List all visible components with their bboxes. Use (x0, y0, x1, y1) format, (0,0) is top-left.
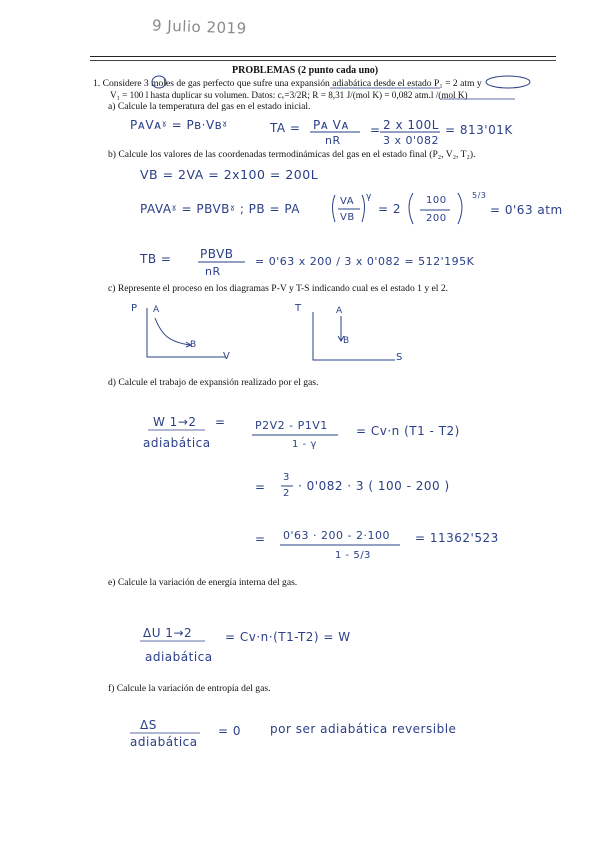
circle-mark-moles (152, 76, 166, 88)
answer-a-eq-sign: = (370, 123, 381, 137)
ts-axis-s: S (396, 352, 403, 363)
answer-e-adiabatic-label: adiabática (145, 650, 213, 664)
pv-axis-v: V (223, 351, 231, 362)
ts-axis-t: T (295, 303, 302, 314)
statement-line-2: V₁ = 100 l hasta duplicar su volumen. Datos: cᵥ=3/2R; R = 8,31 J/(mol K) = 0,082 atm.l /(mol K) (110, 90, 468, 100)
statement-line-1: 1. Considere 3 moles de gas perfecto que sufre una expansión adiabática desde el estado P₁ = 2 atm y (93, 78, 482, 89)
ts-axes (313, 312, 395, 360)
pv-axis-p: P (131, 303, 138, 314)
answer-d-adiabatic-label: adiabática (143, 436, 211, 450)
answer-a-frac2-den: 3 x 0'082 (383, 134, 440, 147)
answer-b-gamma: γ (366, 192, 372, 202)
answer-a-frac-den: nR (325, 134, 341, 147)
ts-point-b: B (343, 336, 350, 346)
pv-axes (147, 308, 225, 357)
question-a: a) Calcule la temperatura del gas en el estado inicial. (108, 101, 311, 112)
answer-f-reason: por ser adiabática reversible (270, 722, 457, 736)
answer-d-line3-den: 1 - 5/3 (335, 550, 371, 561)
answer-f-rhs: = 0 (218, 724, 242, 738)
answer-d-line2-rest: · 0'082 · 3 ( 100 - 200 ) (298, 479, 450, 493)
date-handwritten: 9 Julio 2019 (151, 16, 247, 38)
answer-f-adiabatic-label: adiabática (130, 735, 198, 749)
answer-d-line3-num: 0'63 · 200 - 2·100 (283, 529, 390, 542)
question-f: f) Calcule la variación de entropía del gas. (108, 683, 271, 694)
answer-b-tb-den: nR (205, 265, 221, 278)
answer-d-rhs: = Cv·n (T1 - T2) (356, 424, 460, 438)
answer-b-paren-den: VB (340, 212, 355, 223)
paren-b2-right (458, 193, 462, 224)
answer-b-exponent: 5/3 (472, 191, 487, 200)
page-title: PROBLEMAS (2 punto cada uno) (232, 65, 379, 76)
answer-e-rhs: = Cv·n·(T1-T2) = W (225, 630, 351, 644)
answer-b-paren2-num: 100 (426, 195, 447, 206)
answer-d-w: W 1→2 (153, 415, 197, 429)
answer-d-line2-eq: = (255, 480, 266, 494)
question-e: e) Calcule la variación de energía interna del gas. (108, 577, 298, 588)
answer-b-vb: VB = 2VA = 2x100 = 200L (140, 167, 319, 182)
answer-d-frac-den: 1 - γ (292, 439, 317, 450)
answer-a-frac2-num: 2 x 100L (383, 118, 439, 132)
question-d: d) Calcule el trabajo de expansión realizado por el gas. (108, 377, 319, 388)
answer-b-paren2-den: 200 (426, 213, 447, 224)
answer-d-w-eq: = (215, 415, 226, 429)
answer-a-ta-label: TA = (270, 121, 301, 135)
answer-a-frac-num: Pᴀ Vᴀ (313, 118, 349, 132)
answer-b-tb-label: TB = (140, 252, 172, 266)
answer-b-eq2: = 2 (378, 202, 402, 216)
answer-b-tb-num: PBVB (200, 247, 234, 261)
answer-d-frac-num: P2V2 - P1V1 (255, 419, 328, 432)
answer-a-result: = 813'01K (445, 123, 513, 137)
answer-b-paren-num: VA (340, 196, 355, 207)
answer-a-adiabatic-eq: PᴀVᴀˠ = Pʙ·Vʙˠ (130, 118, 228, 132)
answer-b-pb-lhs: PAVAˠ = PBVBˠ ; PB = PA (140, 202, 301, 216)
paren-b2-left (409, 193, 413, 224)
answer-d-line3-eq: = (255, 532, 266, 546)
answer-f-ds: ΔS (140, 718, 157, 732)
answer-d-line3-result: = 11362'523 (415, 531, 499, 545)
pv-curve (155, 318, 190, 345)
circle-mark-p1 (486, 76, 530, 88)
pv-point-a: A (153, 305, 160, 315)
paren-b1-left (333, 195, 336, 222)
answer-b-pb-result: = 0'63 atm (490, 203, 563, 217)
answer-d-line2-num: 3 (283, 472, 290, 483)
answer-d-line2-den: 2 (283, 488, 290, 499)
paren-b1-right (362, 195, 365, 222)
ts-point-a: A (336, 306, 343, 316)
pv-point-b: B (190, 340, 197, 350)
question-c: c) Represente el proceso en los diagramas P-V y T-S indicando cual es el estado 1 y el 2. (108, 283, 449, 294)
answer-e-du: ΔU 1→2 (143, 626, 193, 640)
question-b: b) Calcule los valores de las coordenadas termodinámicas del gas en el estado final (P₂, V₂, T₂). (108, 149, 476, 160)
answer-b-tb-rest: = 0'63 x 200 / 3 x 0'082 = 512'195K (255, 255, 475, 268)
